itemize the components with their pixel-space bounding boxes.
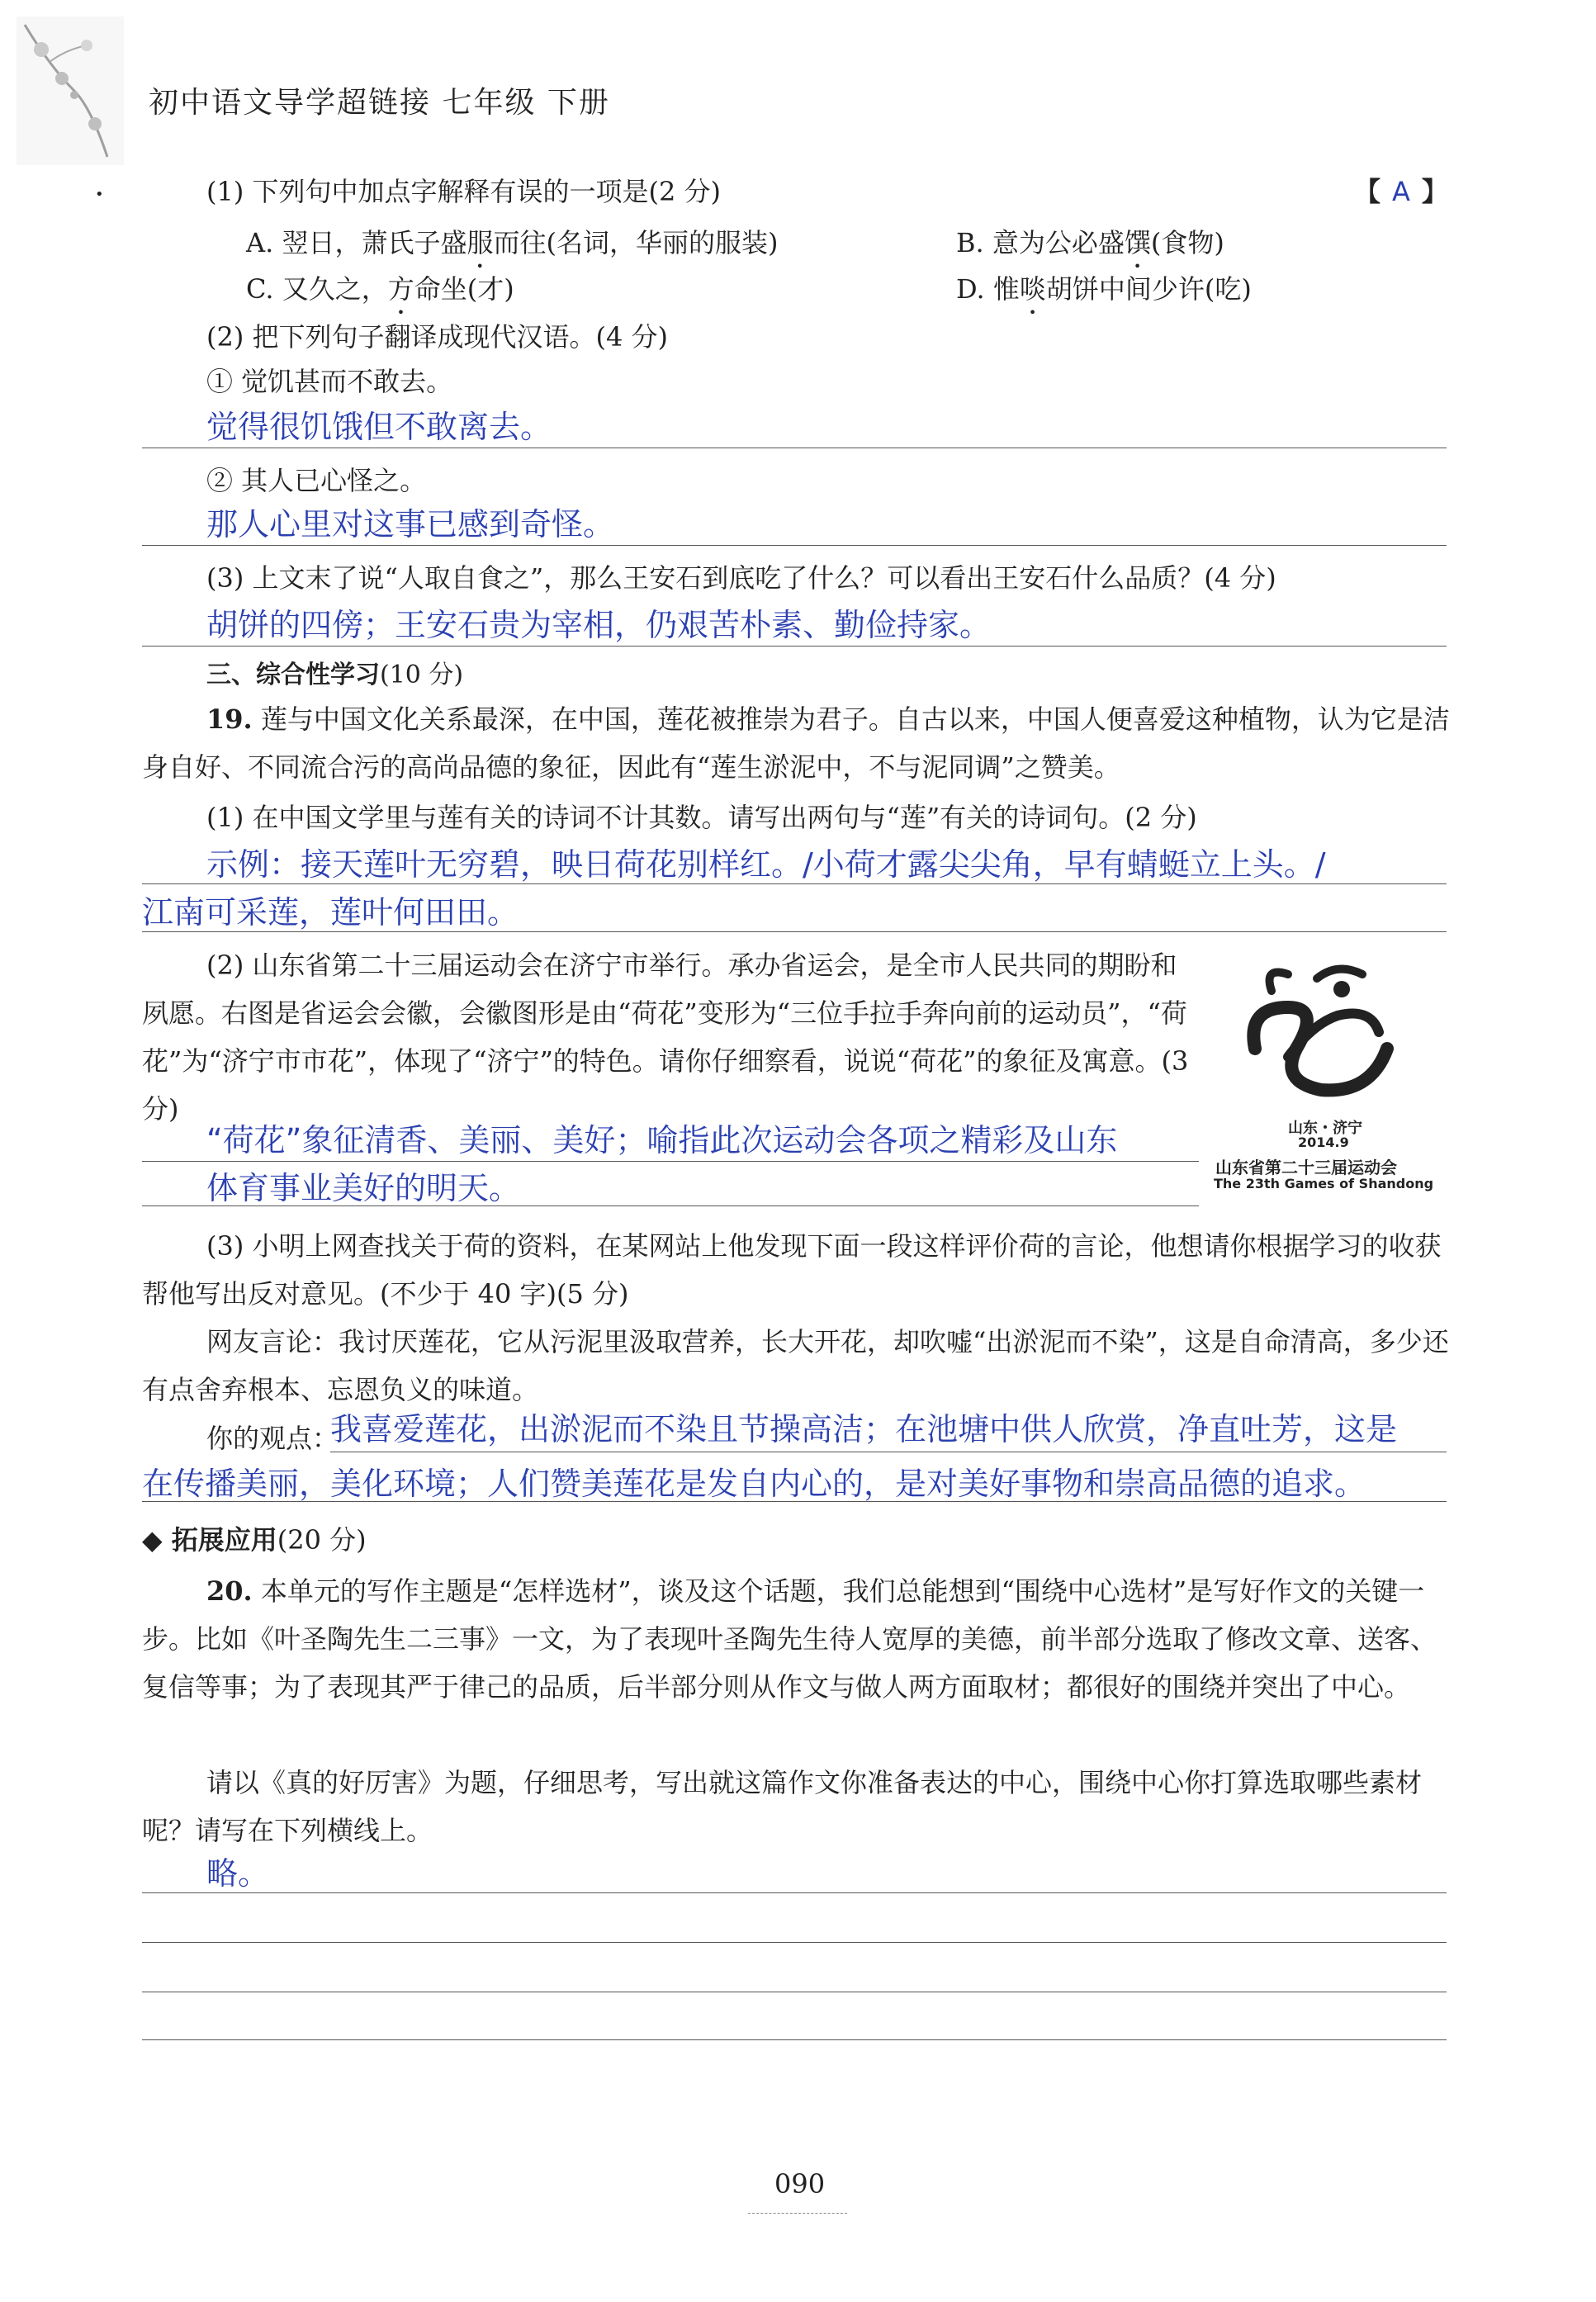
q18-option-b: B. 意为公必盛馔(食物) [956, 227, 1224, 258]
q19-view-answer-1: 我喜爱莲花，出淤泥而不染且节操高洁；在池塘中供人欣赏，净直吐芳，这是 [330, 1411, 1398, 1447]
section-title-comprehensive: 三、综合性学习(10 分) [206, 661, 464, 689]
answer-line [142, 545, 1447, 546]
q19-intro: 19. 莲与中国文化关系最深，在中国，莲花被推崇为君子。自古以来，中国人便喜爱这种植物，认为它是洁身自好、不同流合污的高尚品德的象征，因此有“莲生淤泥中，不与泥同调”之赞美。 [142, 703, 1450, 783]
q19-p1-answer-2: 江南可采莲，莲叶何田田。 [142, 894, 519, 931]
q19-view-label: 你的观点： [206, 1423, 339, 1454]
answer-line [142, 1501, 1447, 1502]
q20-task: 请以《真的好厉害》为题，仔细思考，写出就这篇作文你准备表达的中心，围绕中心你打算选取哪些素材呢？请写在下列横线上。 [142, 1767, 1423, 1846]
q18-option-a: A. 翌日，萧氏子盛服而往(名词，华丽的服装) [246, 227, 779, 258]
logo-caption-2: 2014.9 [1298, 1134, 1349, 1150]
section-title-extension: ◆ 拓展应用(20 分) [142, 1524, 367, 1556]
q19-view-answer-2: 在传播美丽，美化环境；人们赞美莲花是发自内心的，是对美好事物和崇高品德的追求。 [142, 1466, 1366, 1502]
q19-p2-answer-1: “荷花”象征清香、美丽、美好；喻指此次运动会各项之精彩及山东 [206, 1122, 1118, 1158]
q18-p2-stem: (2) 把下列句子翻译成现代汉语。(4 分) [206, 321, 669, 353]
q19-p3-stem: (3) 小明上网查找关于荷的资料，在某网站上他发现下面一段这样评价荷的言论，他想请你根据学习的收获帮他写出反对意见。(不少于 40 字)(5 分) [142, 1230, 1442, 1310]
q19-quote: 网友言论：我讨厌莲花，它从污泥里汲取营养，长大开花，却吹嘘“出淤泥而不染”，这是自命清高，多少还有点舍弃根本、忘恩负义的味道。 [142, 1326, 1449, 1405]
q19-p1-answer-1: 示例：接天莲叶无穷碧，映日荷花别样红。/小荷才露尖尖角，早有蜻蜓立上头。/ [206, 846, 1326, 883]
answer-line [142, 883, 1447, 884]
q19-p2-answer-2: 体育事业美好的明天。 [206, 1170, 521, 1206]
q18-option-c: C. 又久之，方命坐(才) [246, 273, 514, 305]
answer-line [142, 931, 1447, 932]
q18-p3-stem: (3) 上文末了说“人取自食之”，那么王安石到底吃了什么？可以看出王安石什么品质？(4 分) [206, 562, 1276, 594]
q18-p2-answer-2: 那人心里对这事已感到奇怪。 [206, 506, 615, 542]
page-number-underline [748, 2213, 847, 2214]
q18-p1-answer-bracket: 【 A 】 [1354, 176, 1448, 207]
logo-caption-1: 山东・济宁 [1288, 1120, 1362, 1137]
logo-caption-4: The 23th Games of Shandong [1214, 1176, 1434, 1191]
q19-p1-stem: (1) 在中国文学里与莲有关的诗词不计其数。请写出两句与“莲”有关的诗词句。(2 分) [206, 802, 1197, 833]
q20-answer: 略。 [206, 1855, 270, 1892]
games-emblem-logo [1238, 958, 1404, 1115]
answer-line [142, 646, 1447, 647]
page-header-title: 初中语文导学超链接 七年级 下册 [149, 86, 610, 120]
answer-line [142, 1942, 1447, 1943]
answer-line [142, 1205, 1199, 1206]
q20-intro: 20. 本单元的写作主题是“怎样选材”，谈及这个话题，我们总能想到“围绕中心选材”是写好作文的关键一步。比如《叶圣陶先生二三事》一文，为了表现叶圣陶先生待人宽厚的美德，前半部分选取了修改文章、送客、复信等事；为了表现其严于律己的品质，后半部分则从作文与做人两方面取材；都很好的围绕并突出了中心。 [142, 1575, 1437, 1703]
q18-option-d: D. 惟啖胡饼中间少许(吃) [956, 273, 1252, 305]
logo-caption-3: 山东省第二十三届运动会 [1215, 1158, 1397, 1177]
q18-p2-sentence-2: ② 其人已心怪之。 [206, 465, 427, 496]
q18-p2-sentence-1: ① 觉饥甚而不敢去。 [206, 366, 453, 397]
q18-p3-answer: 胡饼的四傍；王安石贵为宰相，仍艰苦朴素、勤俭持家。 [206, 607, 992, 643]
diamond-bullet-icon: ◆ [142, 1524, 163, 1556]
answer-line [142, 2039, 1447, 2040]
header-dot: • [95, 186, 104, 203]
q18-p1-stem: (1) 下列句中加点字解释有误的一项是(2 分) [206, 176, 722, 207]
q18-p2-answer-1: 觉得很饥饿但不敢离去。 [206, 409, 552, 445]
page-number: 090 [774, 2168, 826, 2200]
answer-line [142, 1161, 1199, 1162]
plum-blossom-decoration [17, 17, 124, 165]
q19-p2-stem: (2) 山东省第二十三届运动会在济宁市举行。承办省运会，是全市人民共同的期盼和夙愿。右图是省运会会徽，会徽图形是由“荷花”变形为“三位手拉手奔向前的运动员”，“荷花”为“济宁市市花”，体现了“济宁”的特色。请你仔细察看，说说“荷花”的象征及寓意。(3 分) [142, 950, 1189, 1125]
answer-line [142, 1892, 1447, 1893]
q18-p1-answer: A [1392, 176, 1410, 207]
